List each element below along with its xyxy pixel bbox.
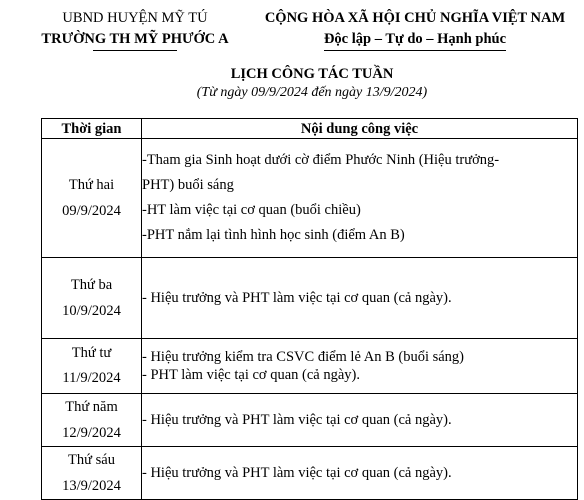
table-row: [42, 258, 578, 339]
header-content: Nội dung công việc: [142, 119, 578, 139]
time-cell: [42, 447, 142, 500]
table-row: [42, 339, 578, 394]
time-cell: [42, 394, 142, 447]
header-right: [250, 8, 580, 50]
school-name: [41, 29, 228, 50]
school-name-text: TRƯỜNG TH MỸ PHƯỚC A: [41, 31, 229, 47]
motto: [324, 29, 506, 50]
task-line: - Hiệu trưởng và PHT làm việc tại cơ quan (cả ngày).: [142, 465, 452, 481]
country-name: CỘNG HÒA XÃ HỘI CHỦ NGHĨA VIỆT NAM: [264, 10, 566, 26]
day-label: Thứ năm: [65, 399, 118, 415]
page-title: LỊCH CÔNG TÁC TUẦN: [230, 66, 394, 82]
day-label: Thứ ba: [70, 277, 113, 293]
title-block: [40, 64, 584, 102]
date-label: 10/9/2024: [62, 303, 121, 319]
day-label: Thứ tư: [71, 345, 112, 361]
content-cell: [142, 339, 578, 394]
page-subtitle: (Từ ngày 09/9/2024 đến ngày 13/9/2024): [196, 85, 428, 100]
task-line: - Hiệu trưởng và PHT làm việc tại cơ quan (cả ngày).: [142, 290, 452, 306]
org-name: UBND HUYỆN MỸ TÚ: [62, 10, 208, 26]
task-line: -Tham gia Sinh hoạt dưới cờ điểm Phước Ninh (Hiệu trưởng-: [142, 152, 500, 168]
task-line: -PHT nắm lại tình hình học sinh (điểm An B): [142, 227, 405, 243]
table-row: [42, 139, 578, 258]
time-cell: [42, 339, 142, 394]
schedule-table: [41, 118, 578, 500]
header-left: [30, 8, 240, 50]
date-label: 11/9/2024: [62, 370, 121, 386]
date-label: 12/9/2024: [62, 425, 121, 441]
content-cell: [142, 258, 578, 339]
task-line: - Hiệu trưởng và PHT làm việc tại cơ quan (cả ngày).: [142, 412, 452, 428]
task-line: - PHT làm việc tại cơ quan (cả ngày).: [142, 367, 360, 383]
date-label: 13/9/2024: [62, 478, 121, 494]
table-row: [42, 447, 578, 500]
task-line: -HT làm việc tại cơ quan (buổi chiều): [142, 202, 361, 218]
motto-text: Độc lập – Tự do – Hạnh phúc: [323, 31, 507, 47]
table-header-row: [42, 119, 578, 139]
day-label: Thứ sáu: [68, 452, 115, 468]
task-line: PHT) buổi sáng: [142, 177, 234, 193]
time-cell: [42, 258, 142, 339]
content-cell: [142, 139, 578, 258]
day-label: Thứ hai: [68, 177, 115, 193]
school-underline: [93, 50, 176, 51]
time-cell: [42, 139, 142, 258]
header-time: Thời gian: [42, 119, 142, 139]
content-cell: [142, 394, 578, 447]
table-row: [42, 394, 578, 447]
date-label: 09/9/2024: [62, 203, 121, 219]
task-line: - Hiệu trưởng kiểm tra CSVC điểm lẻ An B (buổi sáng): [142, 349, 465, 365]
motto-underline: [324, 50, 506, 51]
content-cell: [142, 447, 578, 500]
